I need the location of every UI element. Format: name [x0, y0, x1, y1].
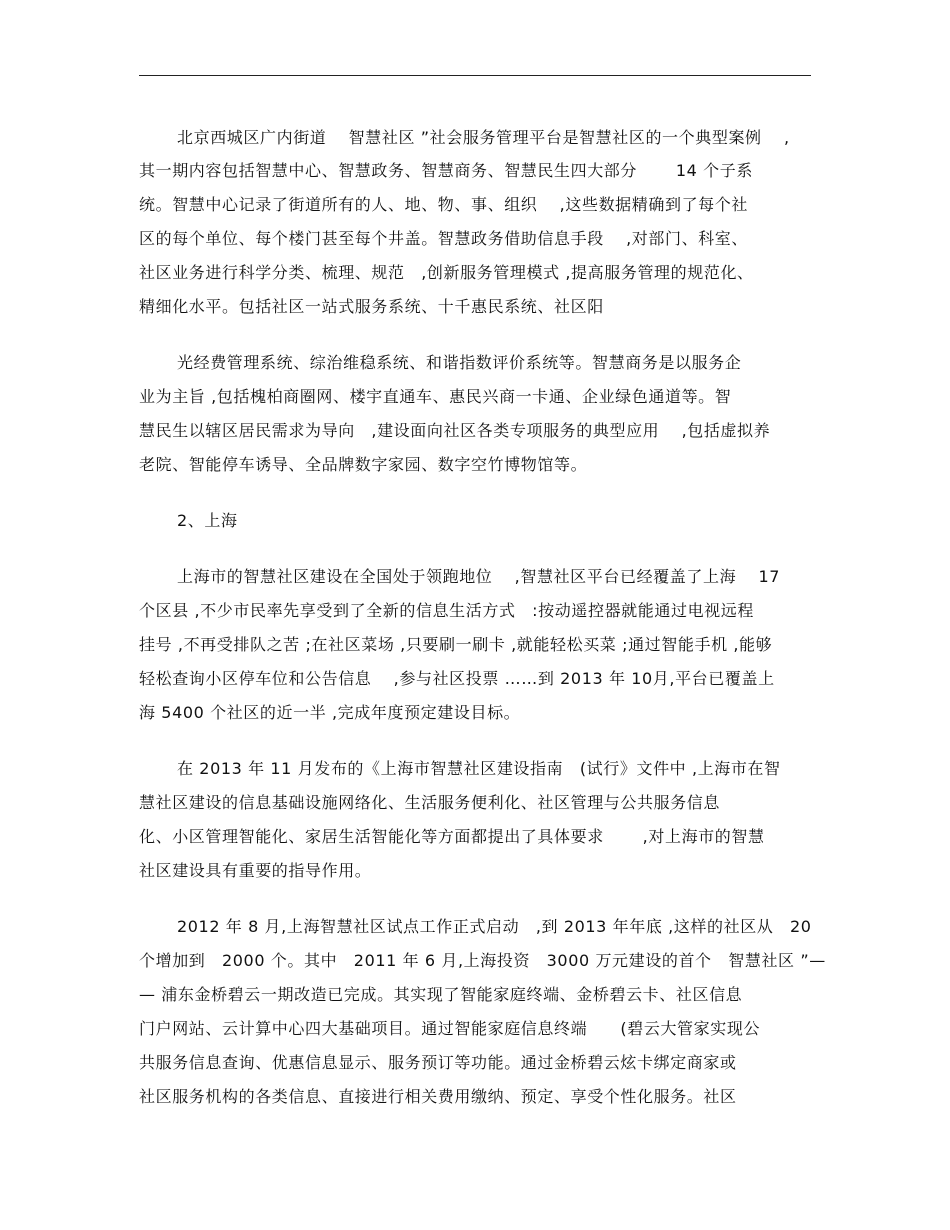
- text-line: 慧民生以辖区居民需求为导向 ,建设面向社区各类专项服务的典型应用 ,包括虚拟养: [139, 421, 771, 440]
- text-line: 业为主旨 ,包括槐柏商圈网、楼宇直通车、惠民兴商一卡通、企业绿色通道等。智: [139, 387, 732, 406]
- text-line: 老院、智能停车诱导、全品牌数字家园、数字空竹博物馆等。: [139, 455, 588, 474]
- text-line: 海 5400 个社区的近一半 ,完成年度预定建设目标。: [139, 703, 521, 722]
- text-line: 上海市的智慧社区建设在全国处于领跑地位 ,智慧社区平台已经覆盖了上海 17: [177, 567, 781, 586]
- text-line: 轻松查询小区停车位和公告信息 ,参与社区投票 ……到 2013 年 10月,平台已覆盖上: [139, 669, 775, 688]
- text-line: 挂号 ,不再受排队之苦 ;在社区菜场 ,只要刷一刷卡 ,就能轻松买菜 ;通过智能手机 ,能够: [139, 635, 773, 654]
- text-line: 在 2013 年 11 月发布的《上海市智慧社区建设指南 (试行》文件中 ,上海市在智: [177, 759, 781, 778]
- text-line: 精细化水平。包括社区一站式服务系统、十千惠民系统、社区阳: [139, 297, 604, 316]
- text-line: 北京西城区广内街道 智慧社区 ”社会服务管理平台是智慧社区的一个典型案例 ,: [177, 128, 790, 147]
- text-line: 个区县 ,不少市民率先享受到了全新的信息生活方式 :按动遥控器就能通过电视远程: [139, 601, 754, 620]
- text-line: 2012 年 8 月,上海智慧社区试点工作正式启动 ,到 2013 年年底 ,这样的社区从 20: [177, 917, 812, 936]
- text-line: 区的每个单位、每个楼门甚至每个井盖。智慧政务借助信息手段 ,对部门、科室、: [139, 229, 748, 248]
- text-line: — 浦东金桥碧云一期改造已完成。其实现了智能家庭终端、金桥碧云卡、社区信息: [139, 985, 743, 1004]
- text-line: 社区服务机构的各类信息、直接进行相关费用缴纳、预定、享受个性化服务。社区: [139, 1087, 737, 1106]
- section-heading: 2、上海: [177, 511, 238, 530]
- header-rule: [139, 75, 811, 76]
- text-line: 个增加到 2000 个。其中 2011 年 6 月,上海投资 3000 万元建设的首个 智慧社区 ”—: [139, 951, 826, 970]
- text-line: 门户网站、云计算中心四大基础项目。通过智能家庭信息终端 (碧云大管家实现公: [139, 1019, 761, 1038]
- text-line: 社区业务进行科学分类、梳理、规范 ,创新服务管理模式 ,提高服务管理的规范化、: [139, 263, 754, 282]
- text-line: 慧社区建设的信息基础设施网络化、生活服务便利化、社区管理与公共服务信息: [139, 793, 721, 812]
- text-line: 其一期内容包括智慧中心、智慧政务、智慧商务、智慧民生四大部分 14 个子系: [139, 161, 753, 180]
- text-line: 社区建设具有重要的指导作用。: [139, 861, 372, 880]
- text-line: 光经费管理系统、综治维稳系统、和谐指数评价系统等。智慧商务是以服务企: [177, 353, 742, 372]
- text-line: 统。智慧中心记录了街道所有的人、地、物、事、组织 ,这些数据精确到了每个社: [139, 195, 748, 214]
- text-line: 共服务信息查询、优惠信息显示、服务预订等功能。通过金桥碧云炫卡绑定商家或: [139, 1053, 737, 1072]
- text-line: 化、小区管理智能化、家居生活智能化等方面都提出了具体要求 ,对上海市的智慧: [139, 827, 765, 846]
